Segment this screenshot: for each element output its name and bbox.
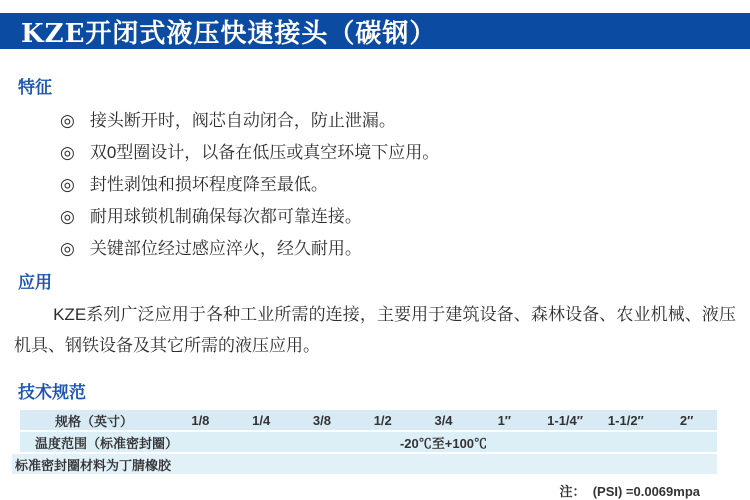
specs-table [0, 410, 750, 474]
spec-row-seal-material [12, 454, 717, 474]
section-heading-application: 应用 [18, 273, 52, 292]
size-value: 2″ [679, 412, 694, 428]
feature-list-item [0, 169, 750, 201]
features-list [0, 105, 750, 265]
seal-material-text: 标准密封圈材料为丁腈橡胶 [15, 457, 172, 473]
bullseye-bullet-icon: ◎ [60, 143, 75, 162]
bullseye-bullet-icon: ◎ [60, 175, 75, 194]
bullseye-bullet-icon: ◎ [60, 111, 75, 130]
feature-text: 双0型圈设计，以备在低压或真空环境下应用。 [89, 143, 440, 162]
feature-list-item [0, 233, 750, 265]
spec-label-temperature: 温度范围（标准密封圈） [35, 435, 179, 451]
size-value: 1-1/2″ [607, 412, 644, 428]
page-title-bar [0, 13, 750, 49]
psi-conversion-note: 注： (PSI) =0.0069mpa [559, 484, 700, 499]
feature-text: 耐用球锁机制确保每次都可靠连接。 [89, 207, 362, 226]
page-title: KZE开闭式液压快速接头（碳钢） [21, 18, 437, 49]
section-heading-specs: 技术规范 [18, 383, 86, 402]
size-value: 3/8 [312, 412, 331, 428]
feature-text: 关键部位经过感应淬火，经久耐用。 [89, 239, 362, 258]
spec-row-temperature [20, 432, 717, 452]
feature-text: 封性剥蚀和损坏程度降至最低。 [89, 175, 328, 194]
section-heading-features: 特征 [18, 78, 52, 97]
spec-label-sizes: 规格（英寸） [55, 413, 134, 429]
size-value: 1/4 [252, 412, 271, 428]
bullseye-bullet-icon: ◎ [60, 239, 75, 258]
temperature-range-value: -20℃至+100℃ [399, 435, 488, 451]
size-value: 1-1/4″ [547, 412, 583, 428]
feature-list-item [0, 137, 750, 169]
feature-list-item [0, 201, 750, 233]
feature-list-item [0, 105, 750, 137]
size-value: 1/2 [373, 412, 392, 428]
size-value: 1″ [497, 412, 512, 428]
product-datasheet-page [0, 13, 750, 499]
feature-text: 接头断开时，阀芯自动闭合，防止泄漏。 [89, 111, 396, 130]
bullseye-bullet-icon: ◎ [60, 207, 75, 226]
size-value: 1/8 [191, 412, 210, 428]
spec-row-sizes [20, 410, 717, 430]
application-paragraph: KZE系列广泛应用于各种工业所需的连接，主要用于建筑设备、森林设备、农业机械、液压机具、钢铁设备及其它所需的液压应用。 [14, 305, 736, 355]
size-value: 3/4 [434, 412, 453, 428]
